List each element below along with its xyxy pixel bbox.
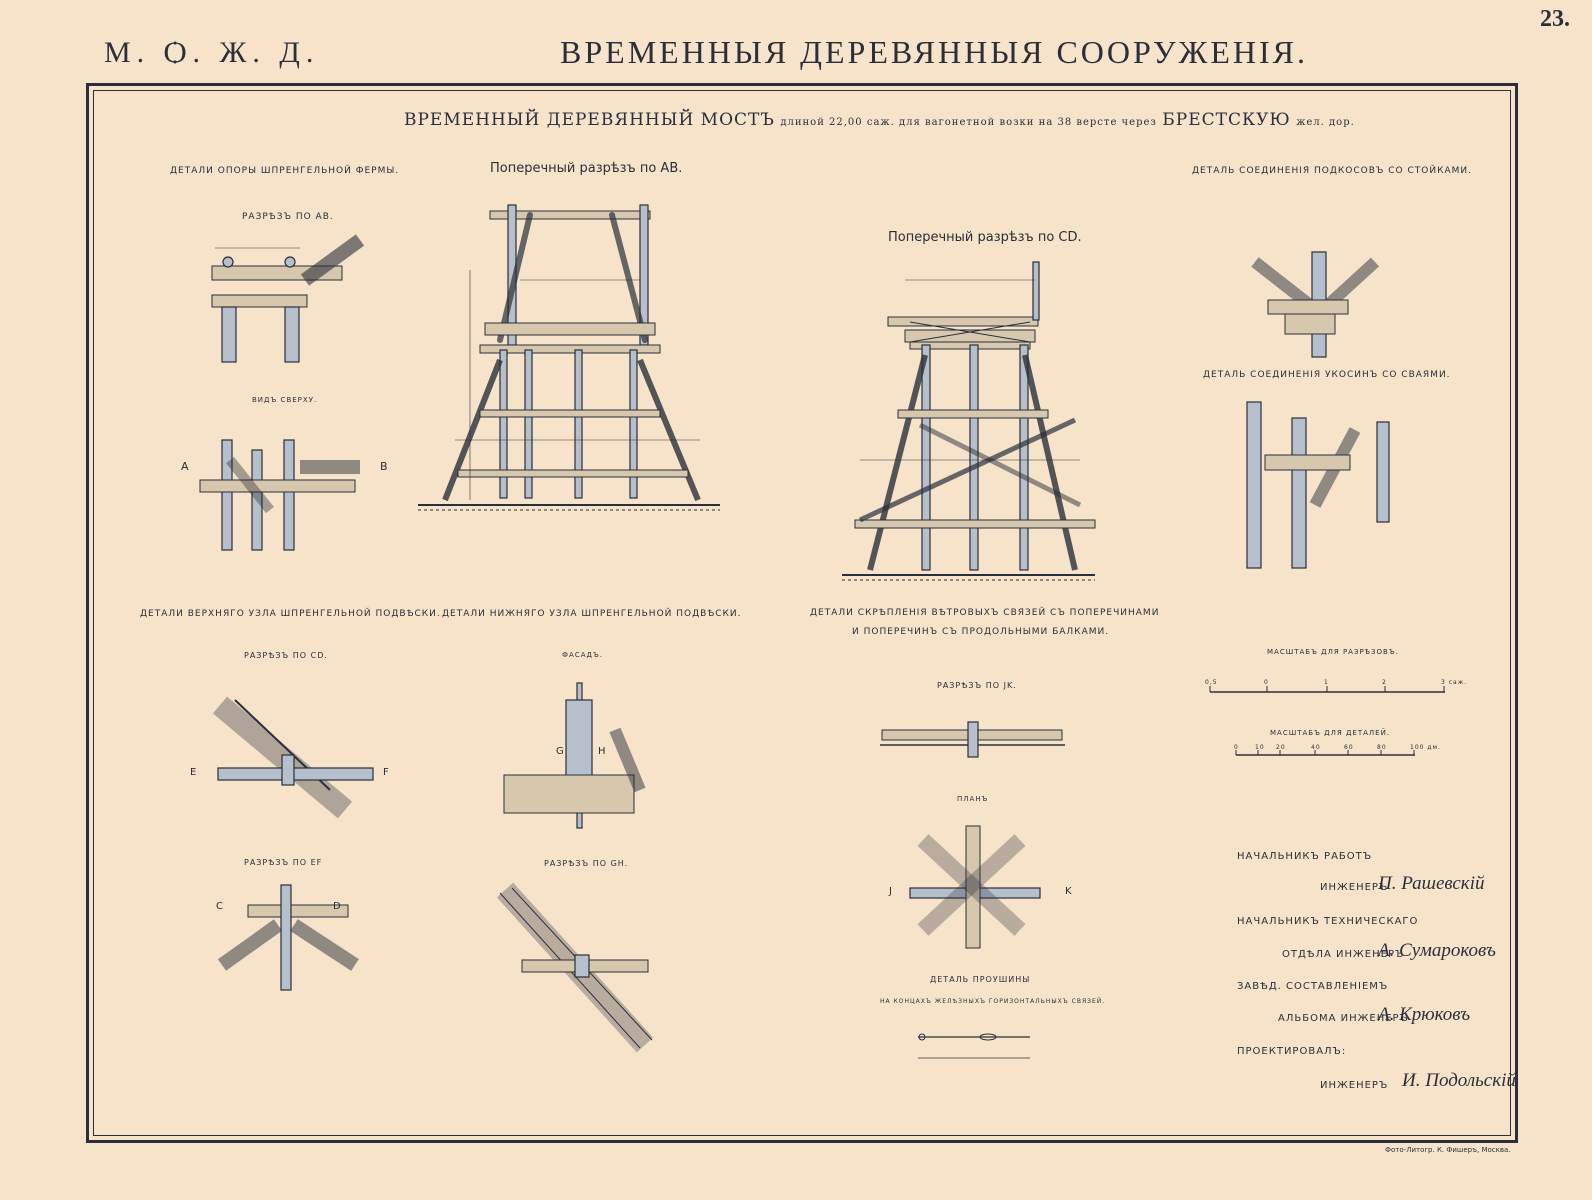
- lower-node-section-gh-drawing: [500, 888, 652, 1048]
- label-h: H: [598, 746, 606, 757]
- scale-details-tick: 100 дм.: [1410, 744, 1441, 751]
- scale-sections-tick: 3 саж.: [1441, 679, 1468, 686]
- upper-node-section-cd-drawing: [218, 700, 373, 810]
- cross-section-ab-drawing: [418, 205, 720, 510]
- label-c: C: [216, 901, 223, 912]
- scale-sections-tick: 0,5: [1205, 679, 1218, 686]
- sheet-number: 23.: [1540, 6, 1570, 32]
- signature-role: НАЧАЛЬНИКЪ РАБОТЪ: [1237, 851, 1373, 862]
- top-view-drawing: [200, 440, 360, 550]
- railway-abbreviation: М. Ѻ. Ж. Д.: [104, 36, 320, 69]
- page-title: ВРЕМЕННЫЯ ДЕРЕВЯННЫЯ СООРУЖЕНІЯ.: [560, 34, 1308, 70]
- caption-plan: ПЛАНЪ: [957, 795, 989, 803]
- signature-role: ИНЖЕНЕРЪ: [1320, 1080, 1389, 1091]
- signature-role: ОТДѢЛА ИНЖЕНЕРЪ: [1282, 949, 1405, 960]
- signature-role: ПРОЕКТИРОВАЛЪ:: [1237, 1046, 1347, 1057]
- subtitle-bridge: ВРЕМЕННЫЙ ДЕРЕВЯННЫЙ МОСТЪ: [404, 110, 775, 130]
- caption-eyelet-detail: ДЕТАЛЬ ПРОУШИНЫ: [930, 975, 1031, 984]
- subtitle-railway: БРЕСТСКУЮ: [1162, 110, 1291, 130]
- publisher-imprint: Фото-Литогр. К. Фишеръ, Москва.: [1385, 1146, 1511, 1154]
- strut-pile-joint-drawing: [1247, 402, 1389, 568]
- label-j: J: [889, 886, 892, 897]
- caption-strut-pile-joint: ДЕТАЛЬ СОЕДИНЕНІЯ УКОСИНЪ СО СВАЯМИ.: [1203, 370, 1451, 380]
- caption-lower-node: ДЕТАЛИ НИЖНЯГО УЗЛА ШПРЕНГЕЛЬНОЙ ПОДВѢСКИ.: [442, 609, 742, 619]
- signature-role: НАЧАЛЬНИКЪ ТЕХНИЧЕСКАГО: [1237, 916, 1419, 927]
- scale-sections-tick: 0: [1264, 679, 1269, 686]
- caption-scale-details: МАСШТАБЪ ДЛЯ ДЕТАЛЕЙ.: [1270, 729, 1391, 737]
- caption-wind-bracing-1: ДЕТАЛИ СКРѢПЛЕНІЯ ВѢТРОВЫХЪ СВЯЗЕЙ СЪ ПОПЕРЕЧИНАМИ: [810, 608, 1160, 618]
- scale-details-tick: 20: [1276, 744, 1286, 751]
- label-k: K: [1065, 886, 1072, 897]
- signature-name: А. Сумароковъ: [1378, 940, 1496, 961]
- eyelet-detail-drawing: [918, 1034, 1030, 1058]
- signature-name: П. Рашевскій: [1378, 873, 1485, 894]
- label-f: F: [383, 767, 389, 778]
- scale-details-tick: 10: [1255, 744, 1265, 751]
- caption-section-gh-small: РАЗРѢЗЪ ПО GH.: [544, 859, 629, 868]
- label-g: G: [556, 746, 564, 757]
- label-d: D: [333, 901, 341, 912]
- signature-name: И. Подольскій: [1402, 1070, 1516, 1091]
- caption-wind-bracing-2: И ПОПЕРЕЧИНЪ СЪ ПРОДОЛЬНЫМИ БАЛКАМИ.: [852, 627, 1110, 637]
- caption-facade: ФАСАДЪ.: [562, 651, 604, 659]
- caption-cross-section-cd: Поперечный разрѣзъ по CD.: [888, 230, 1082, 245]
- scale-details-tick: 40: [1311, 744, 1321, 751]
- lower-node-facade-drawing: [504, 683, 640, 828]
- label-a: A: [181, 460, 189, 473]
- label-b: B: [380, 460, 388, 473]
- caption-top-view: ВИДЪ СВЕРХУ.: [252, 396, 318, 404]
- caption-section-ef-small: РАЗРѢЗЪ ПО EF: [244, 858, 323, 867]
- section-jk-drawing: [880, 722, 1065, 757]
- label-e: E: [190, 767, 197, 778]
- scale-details-tick: 80: [1377, 744, 1387, 751]
- plan-drawing: [910, 826, 1040, 948]
- caption-cross-section-ab: Поперечный разрѣзъ по АВ.: [490, 161, 683, 176]
- signature-role: ЗАВѢД. СОСТАВЛЕНІЕМЪ: [1237, 981, 1389, 992]
- scale-details-tick: 60: [1344, 744, 1354, 751]
- support-section-ab-drawing: [212, 240, 360, 362]
- subtitle-railway-abbr: жел. дор.: [1296, 117, 1355, 128]
- caption-shprengel-support: ДЕТАЛИ ОПОРЫ ШПРЕНГЕЛЬНОЙ ФЕРМЫ.: [170, 166, 400, 176]
- scale-sections-tick: 2: [1382, 679, 1387, 686]
- cross-section-cd-drawing: [842, 262, 1095, 580]
- caption-scale-sections: МАСШТАБЪ ДЛЯ РАЗРѢЗОВЪ.: [1267, 648, 1399, 656]
- caption-eyelet-sub: НА КОНЦАХЪ ЖЕЛѢЗНЫХЪ ГОРИЗОНТАЛЬНЫХЪ СВЯЗЕЙ.: [880, 998, 1106, 1005]
- caption-upper-node: ДЕТАЛИ ВЕРХНЯГО УЗЛА ШПРЕНГЕЛЬНОЙ ПОДВѢСКИ.: [140, 609, 441, 619]
- signature-role: ИНЖЕНЕРЪ: [1320, 882, 1389, 893]
- caption-brace-joint: ДЕТАЛЬ СОЕДИНЕНІЯ ПОДКОСОВЪ СО СТОЙКАМИ.: [1192, 166, 1472, 176]
- caption-section-jk-small: РАЗРѢЗЪ ПО JK.: [937, 681, 1017, 690]
- scale-sections-tick: 1: [1324, 679, 1329, 686]
- caption-section-cd-small: РАЗРѢЗЪ ПО CD.: [244, 651, 328, 660]
- signature-role: АЛЬБОМА ИНЖЕНЕРЪ: [1278, 1013, 1409, 1024]
- brace-post-joint-drawing: [1255, 252, 1375, 357]
- scale-bar-sections: [1210, 686, 1445, 692]
- subtitle-length: длиной 22,00 саж. для вагонетной возки на 38 версте через: [780, 117, 1157, 128]
- scale-details-tick: 0: [1234, 744, 1239, 751]
- caption-section-ab-small: РАЗРѢЗЪ ПО АВ.: [242, 212, 334, 222]
- signature-name: А. Крюковъ: [1378, 1004, 1471, 1025]
